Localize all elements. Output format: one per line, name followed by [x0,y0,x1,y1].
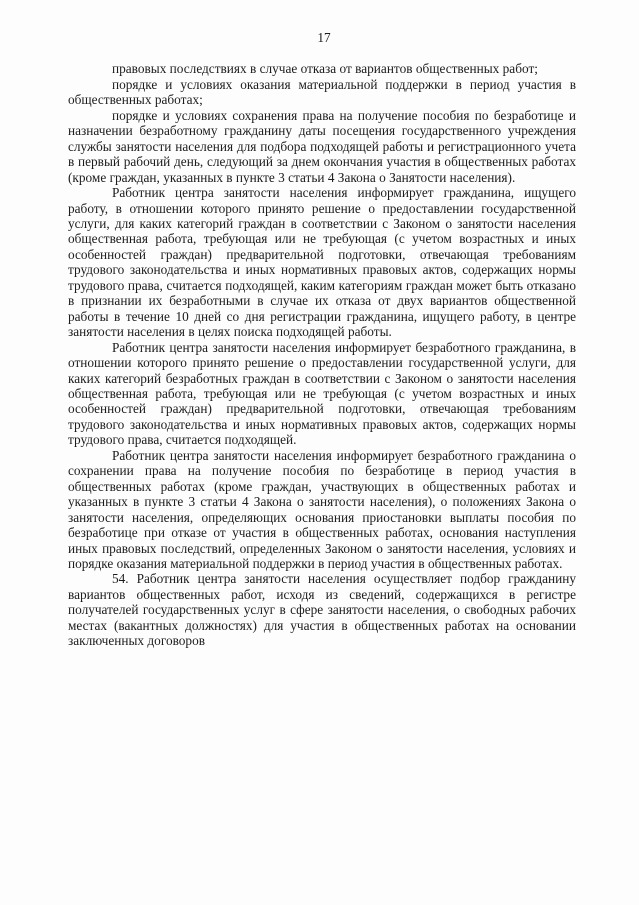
paragraph-benefit-info: Работник центра занятости населения информирует безработного гражданина о сохранении права на получение пособия по безработице в период участия в общественных работах (кроме граждан, участвующих в общественных работах и указанных в пункте 3 статьи 4 Закона о занятости населения), о положениях Закона о занятости населения, определяющих основания приостановки выплаты пособия по безработице при отказе от участия в общественных работах, основания наступления иных правовых последствий, определенных Законом о занятости населения, условиях и порядке оказания материальной поддержки в период участия в общественных работах. [68,447,576,571]
page-number: 17 [317,30,331,45]
document-page [68,30,576,649]
paragraph-section-54: 54. Работник центра занятости населения осуществляет подбор гражданину вариантов общественных работ, исходя из сведений, содержащихся в регистре получателей государственных услуг в сфере занятости населения, о свободных рабочих местах (вакантных должностях) для участия в общественных работах на основании заключенных договоров [68,571,576,649]
paragraph-legal-consequences: правовых последствиях в случае отказа от вариантов общественных работ; [112,61,538,77]
paragraph-benefit-retention: порядке и условиях сохранения права на получение пособия по безработице и назначении безработному гражданину даты посещения государственного учреждения службы занятости населения для подбора подходящей работы и регистрационного учета в первый рабочий день, следующий за днем окончания участия в общественных работах (кроме граждан, указанных в пункте 3 статьи 4 Закона о Занятости населения). [68,107,576,185]
paragraph-material-support: порядке и условиях оказания материальной поддержки в период участия в общественных работах; [68,76,576,108]
paragraph-job-seeker-info: Работник центра занятости населения информирует гражданина, ищущего работу, в отношении которого принято решение о предоставлении государственной услуги, для каких категорий граждан в соответствии с Законом о занятости населения общественная работа, требующая или не требующая (с учетом возрастных и иных особенностей граждан) предварительной подготовки, отвечающая требованиям трудового законодательства и иных нормативных правовых актов, содержащих нормы трудового права, считается подходящей, каким категориям граждан может быть отказано в признании их безработными в случае их отказа от двух вариантов общественной работы в течение 10 дней со дня регистрации гражданина, ищущего работу, в центре занятости населения в целях поиска подходящей работы. [68,185,576,340]
paragraph-unemployed-info: Работник центра занятости населения информирует безработного гражданина, в отношении которого принято решение о предоставлении государственной услуги, для каких категорий безработных граждан в соответствии с Законом о занятости населения общественная работа, требующая или не требующая (с учетом возрастных и иных особенностей граждан) предварительной подготовки, отвечающая требованиям трудового законодательства и иных нормативных правовых актов, содержащих нормы трудового права, считается подходящей. [68,339,576,448]
